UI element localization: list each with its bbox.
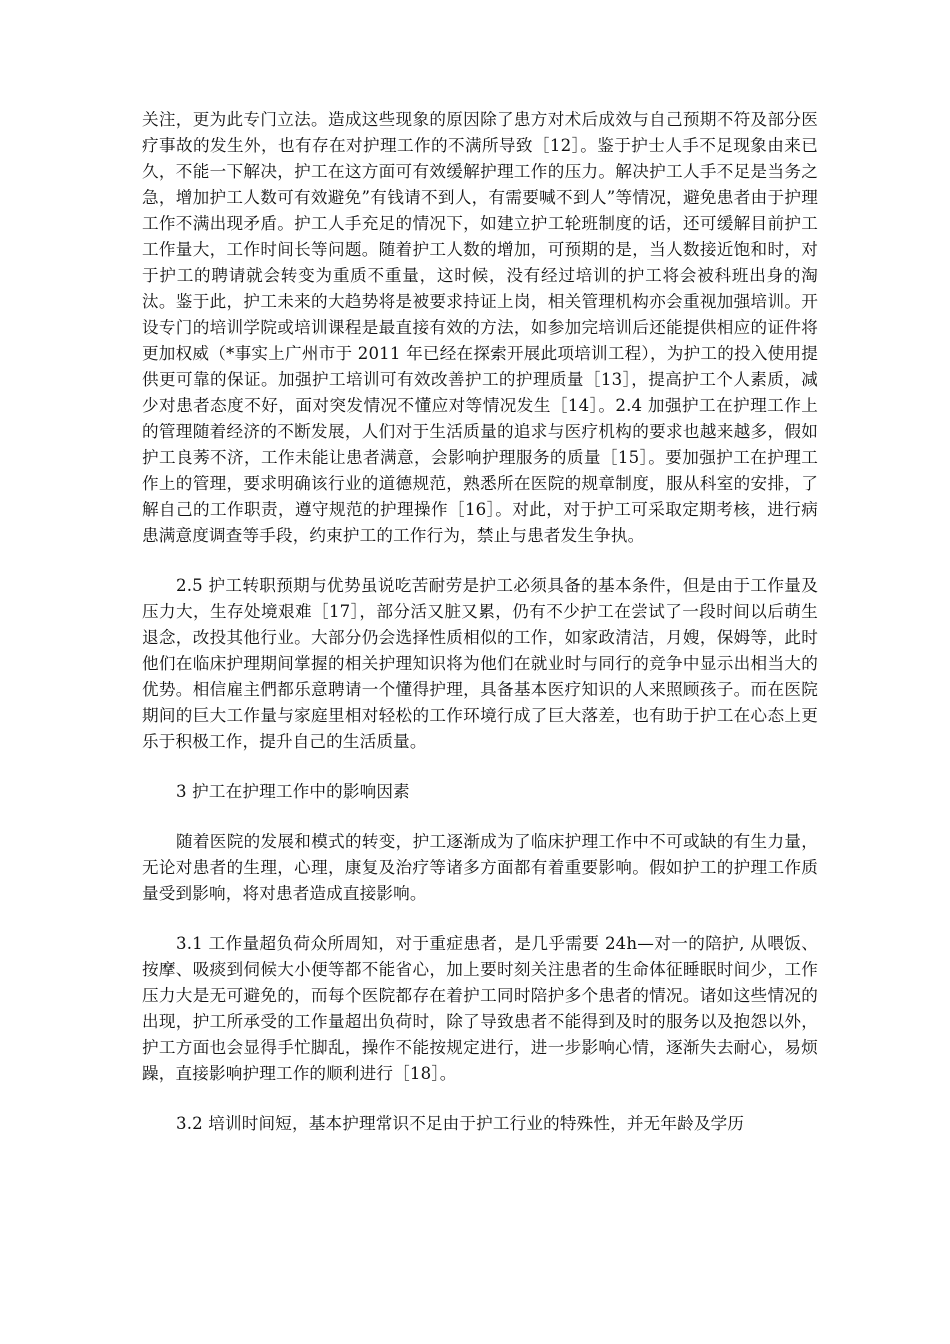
paragraph-3-intro: 随着医院的发展和模式的转变，护工逐渐成为了临床护理工作中不可或缺的有生力量，无论对患者的生理，心理，康复及治疗等诸多方面都有着重要影响。假如护工的护理工作质量受到影响，将对患者造成直接影响。 <box>142 832 818 903</box>
section-heading-3: 3 护工在护理工作中的影响因素 <box>176 782 410 801</box>
document-page <box>142 107 818 1137</box>
paragraph-2-5-career-transition: 2.5 护工转职预期与优势虽说吃苦耐劳是护工必须具备的基本条件，但是由于工作量及压力大，生存处境艰难［17］，部分活又脏又累，仍有不少护工在尝试了一段时间以后萌生退念，改投其他行业。大部分仍会选择性质相似的工作，如家政清洁，月嫂，保姆等，此时他们在临床护理期间掌握的相关护理知识将为他们在就业时与同行的竞争中显示出相当大的优势。相信雇主們都乐意聘请一个懂得护理，具备基本医疗知识的人来照顾孩子。而在医院期间的巨大工作量与家庭里相对轻松的工作环境行成了巨大落差，也有助于护工在心态上更乐于积极工作，提升自己的生活质量。 <box>142 576 818 751</box>
paragraph-3-1-workload: 3.1 工作量超负荷众所周知，对于重症患者，是几乎需要 24h—对一的陪护, 从喂饭、按摩、吸痰到伺候大小便等都不能省心，加上要时刻关注患者的生命体征睡眠时间少，工作压力大是无可避免的，而每个医院都存在着护工同时陪护多个患者的情况。诸如这些情况的出现，护工所承受的工作量超出负荷时，除了导致患者不能得到及时的服务以及抱怨以外，护工方面也会显得手忙脚乱，操作不能按规定进行，进一步影响心情，逐渐失去耐心，易烦躁，直接影响护理工作的顺利进行［18］。 <box>142 934 818 1083</box>
paragraph-3-2-training: 3.2 培训时间短，基本护理常识不足由于护工行业的特殊性，并无年龄及学历 <box>176 1114 745 1133</box>
paragraph-training-management: 关注，更为此专门立法。造成这些现象的原因除了患方对术后成效与自己预期不符及部分医疗事故的发生外，也有存在对护理工作的不满所导致［12］。鉴于护士人手不足现象由来已久，不能一下解决，护工在这方面可有效缓解护理工作的压力。解决护工人手不足是当务之急，增加护工人数可有效避免”有钱请不到人，有需要喊不到人”等情况，避免患者由于护理工作不满出现矛盾。护工人手充足的情况下，如建立护工轮班制度的话，还可缓解目前护工工作量大，工作时间长等问题。随着护工人数的增加，可预期的是，当人数接近饱和时，对于护工的聘请就会转变为重质不重量，这时候，没有经过培训的护工将会被科班出身的淘汰。鉴于此，护工未来的大趋势将是被要求持证上岗，相关管理机构亦会重视加强培训。开设专门的培训学院或培训课程是最直接有效的方法，如参加完培训后还能提供相应的证件将更加权威（*事实上广州市于 2011 年已经在探索开展此项培训工程），为护工的投入使用提供更可靠的保证。加强护工培训可有效改善护工的护理质量［13］，提高护工个人素质，减少对患者态度不好，面对突发情况不懂应对等情况发生［14］。2.4 加强护工在护理工作上的管理随着经济的不断发展，人们对于生活质量的追求与医疗机构的要求也越来越多，假如护工良莠不济，工作未能让患者满意，会影响护理服务的质量［15］。要加强护工在护理工作上的管理，要求明确该行业的道德规范，熟悉所在医院的规章制度，服从科室的安排，了解自己的工作职责，遵守规范的护理操作［16］。对此，对于护工可采取定期考核，进行病患满意度调查等手段，约束护工的工作行为，禁止与患者发生争执。 <box>142 110 818 545</box>
